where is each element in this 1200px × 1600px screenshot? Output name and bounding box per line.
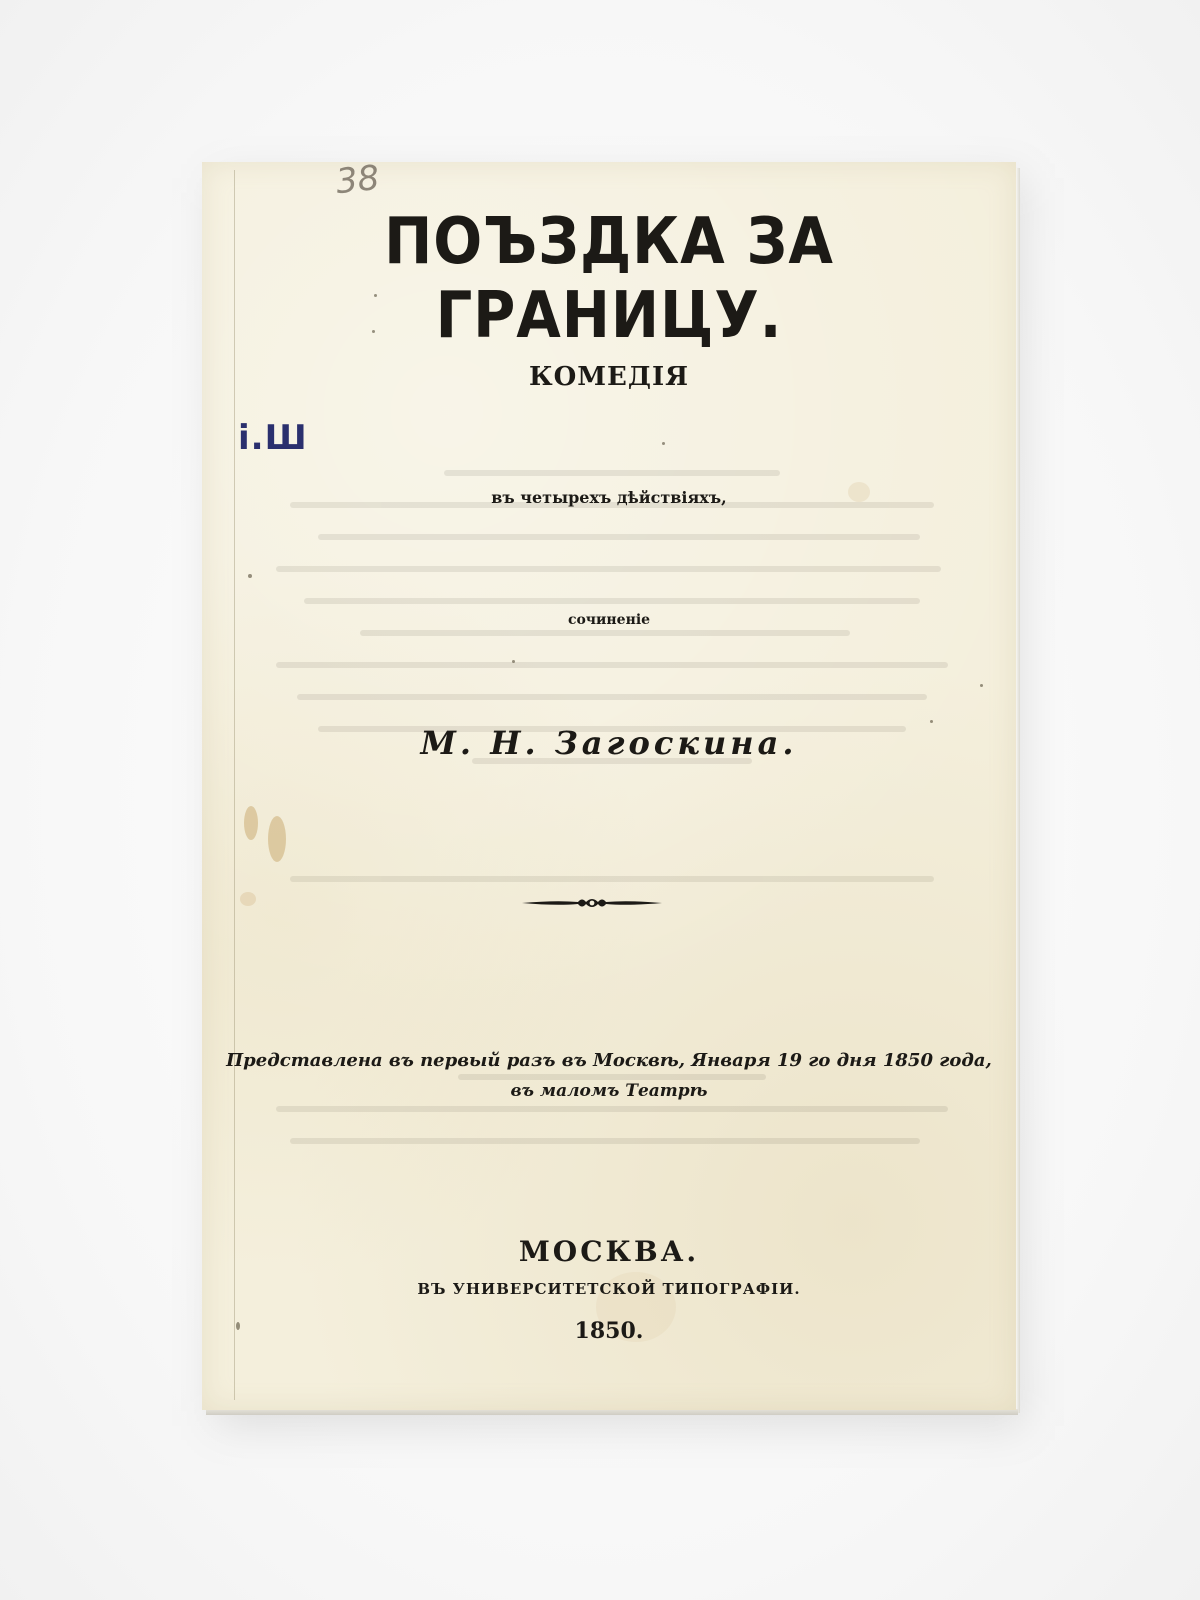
paper-stain xyxy=(268,816,286,862)
paper-stain xyxy=(244,806,258,840)
pencil-annotation: 38 xyxy=(334,157,382,203)
acts-line: въ четырехъ дѣйствіяхъ, xyxy=(491,488,727,507)
paper-stain xyxy=(240,892,256,906)
paper-speckle xyxy=(662,442,665,445)
publication-city: МОСКВА. xyxy=(518,1235,700,1268)
author-name: М. Н. Загоскина. xyxy=(420,724,798,762)
paper-speckle xyxy=(930,720,933,723)
paper-speckle xyxy=(248,574,252,578)
publication-year: 1850. xyxy=(574,1318,644,1344)
performance-note-line2: въ маломъ Театрѣ xyxy=(510,1081,708,1101)
paper-speckle xyxy=(512,660,515,663)
spine-crease xyxy=(234,170,235,1400)
performance-note-line1: Представлена въ первый разъ въ Москвѣ, Января 19 го дня 1850 года, xyxy=(226,1050,992,1071)
ink-annotation: і.Ш xyxy=(238,418,308,458)
book-title: ПОЪЗДКА ЗА ГРАНИЦУ. xyxy=(384,205,834,353)
paper-speckle xyxy=(980,684,983,687)
work-label: сочиненіе xyxy=(567,612,651,628)
ornament-divider xyxy=(520,894,664,912)
genre-label: КОМЕДІЯ xyxy=(528,362,690,392)
printer-name: ВЪ УНИВЕРСИТЕТСКОЙ ТИПОГРАФІИ. xyxy=(417,1280,801,1298)
